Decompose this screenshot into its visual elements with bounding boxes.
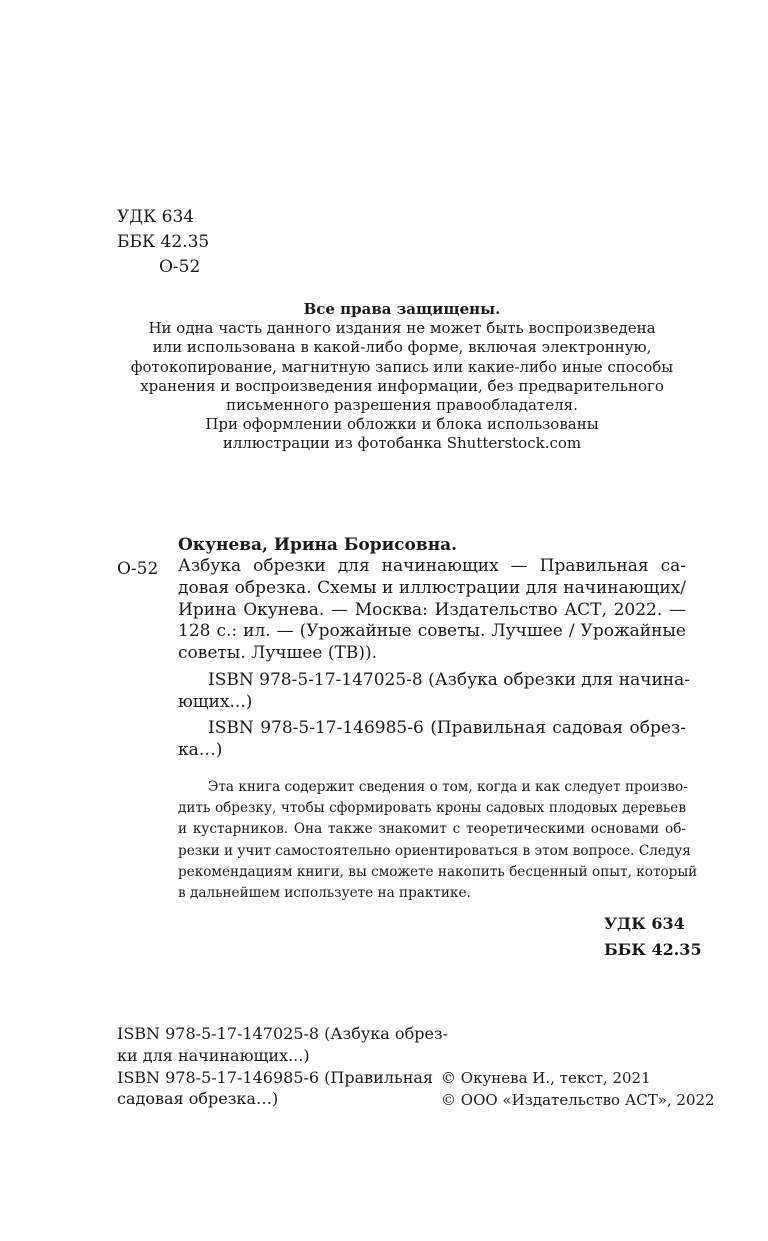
- bib-line: Ирина Окунева. — Москва: Издательство АСТ, 2022. —: [178, 599, 686, 620]
- annotation: [178, 777, 698, 904]
- rights-line: хранения и воспроизведения информации, без предварительного: [140, 376, 664, 395]
- udk-code: УДК 634: [117, 207, 195, 227]
- footer-isbn-line: ISBN 978-5-17-147025-8 (Азбука обрез-: [117, 1024, 449, 1043]
- copyright-text: © Окунева И., текст, 2021: [441, 1069, 651, 1087]
- isbn-line: ISBN 978-5-17-146985-6 (Правильная садовая обрез-: [208, 718, 686, 738]
- isbn-entry-1: [178, 670, 690, 714]
- rights-line: При оформлении обложки и блока использованы: [205, 415, 599, 434]
- bib-author-mark: О-52: [117, 559, 159, 579]
- annotation-line: и кустарников. Она также знакомит с теоретическими основами об-: [178, 821, 686, 838]
- copyright-publisher: © ООО «Издательство АСТ», 2022: [441, 1091, 715, 1109]
- rights-line: письменного разрешения правообладателя.: [226, 396, 578, 415]
- bib-line: Азбука обрезки для начинающих — Правильная са-: [178, 556, 686, 576]
- bbk-code-bottom: ББК 42.35: [604, 940, 702, 959]
- isbn-line: ка…): [178, 739, 223, 760]
- annotation-line: дить обрезку, чтобы сформировать кроны садовых плодовых деревьев: [178, 800, 686, 817]
- rights-notice: [100, 300, 704, 454]
- rights-line: Ни одна часть данного издания не может быть воспроизведена: [148, 319, 656, 338]
- annotation-line: Эта книга содержит сведения о том, когда и как следует произво-: [208, 779, 688, 795]
- index-top: [117, 205, 209, 280]
- author-mark: О-52: [159, 257, 201, 277]
- book-author: Окунева, Ирина Борисовна.: [178, 535, 458, 555]
- footer-isbn-line: ки для начинающих...): [117, 1045, 310, 1065]
- bbk-code: ББК 42.35: [117, 232, 210, 252]
- annotation-line: рекомендациям книги, вы сможете накопить бесценный опыт, который: [178, 863, 698, 880]
- footer-isbn: [117, 1023, 449, 1110]
- index-bottom: [604, 911, 702, 963]
- bib-line: 128 с.: ил. — (Урожайные советы. Лучшее / Урожайные: [178, 621, 686, 642]
- isbn-entry-2: [178, 718, 686, 762]
- rights-line: фотокопирование, магнитную запись или какие-либо иные способы: [130, 357, 674, 376]
- bib-line: довая обрезка. Схемы и иллюстрации для начинающих/: [178, 577, 686, 598]
- rights-line: иллюстрации из фотобанка Shutterstock.com: [222, 434, 582, 453]
- udk-code-bottom: УДК 634: [604, 914, 685, 933]
- bib-line: советы. Лучшее (ТВ)).: [178, 643, 378, 664]
- bib-description: [178, 556, 686, 665]
- isbn-line: ISBN 978-5-17-147025-8 (Азбука обрезки для начина-: [208, 670, 690, 690]
- annotation-line: резки и учит самостоятельно ориентироваться в этом вопросе. Следуя: [178, 842, 691, 859]
- isbn-line: ющих...): [178, 691, 253, 712]
- rights-heading: Все права защищены.: [303, 300, 501, 318]
- copyright-block: [441, 1067, 715, 1111]
- annotation-line: в дальнейшем используете на практике.: [178, 885, 471, 902]
- footer-isbn-line: садовая обрезка…): [117, 1089, 279, 1109]
- footer-isbn-line: ISBN 978-5-17-146985-6 (Правильная: [117, 1067, 433, 1087]
- rights-line: или использована в какой-либо форме, включая электронную,: [152, 338, 652, 357]
